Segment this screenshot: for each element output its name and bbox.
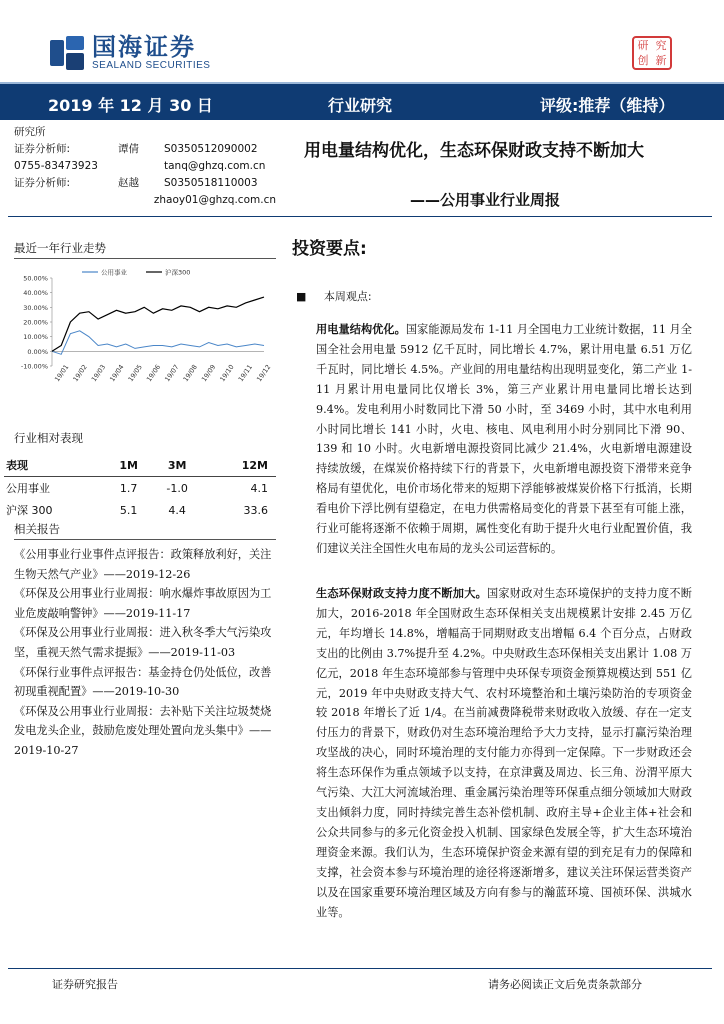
x-tick-label: 19/12 xyxy=(255,363,272,384)
paragraph-body: 国家财政对生态环境保护的支持力度不断加大，2016-2018 年全国财政生态环保相关支出规模累计安排 2.45 万亿元，年均增长 14.8%，增幅高于同期财政支出增幅 6.4 个百分点，占财政支出的比例由 3.7%提升至 4.2%。中央财政生态环保相关支出累计 1.08 万亿元，2018 年生态环境部参与管理中央环保专项资金预算规模达到 551 亿元，2019 年中央财政支持大气、农村环境整治和土壤污染防治的专项资金较 2018 年增长了近 1/4。在当前减费降税带来财政收入放缓、存在一定支付压力的背景下，财政仍对生态环境治理给予大力支持，显示打赢污染治理攻坚战的决心，同时环境治理的支付能力亦得到一定保障。下一步财政还会将生态环保作为重点领域予以支持，在京津冀及周边、长三角、汾渭平原大气污染、大江大河流域治理、重金属污染治理等环保重点细分领域加大财政支出倾斜力度，同时持续完善生态补偿机制、政府主导+企业主体+社会和公众共同参与的多元化资金投入机制、国家绿色发展全等，扩大生态环境治理资金来源。我们认为，生态环境保护资金来源有望的到充足有力的保障和支撑，社会资本参与环境治理的途径将逐渐增多，建议关注环保运营类资产以及在国家重要环境治理区域及方向有参与的瀚蓝环境、国祯环保、洪城水业等。 xyxy=(316,587,692,919)
perf-header-row xyxy=(4,454,276,477)
trend-chart xyxy=(14,266,272,392)
list-item[interactable]: 《环保及公用事业行业周报：响水爆炸事故原因为工业危废敲响警钟》——2019-11-17 xyxy=(14,587,272,620)
trend-chart-svg xyxy=(14,266,272,392)
perf-col-header: 12M xyxy=(203,454,276,477)
perf-table xyxy=(4,454,276,521)
y-tick-label: 40.00% xyxy=(23,289,48,298)
perf-cell: 33.6 xyxy=(243,503,268,517)
analyst-row: 证券分析师: 谭倩 S0350512090002 xyxy=(14,143,258,155)
report-category: 行业研究 xyxy=(328,96,393,115)
x-tick-label: 19/10 xyxy=(218,363,236,384)
x-tick-label: 19/06 xyxy=(144,363,163,384)
brand-name-en: SEALAND SECURITIES xyxy=(92,60,211,71)
table-row xyxy=(4,499,276,521)
x-tick-label: 19/05 xyxy=(126,363,144,384)
research-seal-icon: 研 究 创 新 xyxy=(632,36,672,70)
viewpoint-bullet: ■ 本周观点: xyxy=(296,290,372,303)
y-tick-label: 10.00% xyxy=(23,333,48,342)
analyst-info xyxy=(14,124,276,209)
footer-right: 请务必阅读正文后免责条款部分 xyxy=(488,978,642,991)
heading-rule xyxy=(14,539,276,540)
x-tick-label: 19/08 xyxy=(181,363,199,384)
related-reports-list xyxy=(14,545,276,761)
document-title: 用电量结构优化，生态环保财政支持不断加大 xyxy=(304,141,644,161)
report-date: 2019 年 12 月 30 日 xyxy=(48,96,213,115)
list-item[interactable]: 《环保行业事件点评报告：基金持仓仍处低位，改善初现重视配置》——2019-10-30 xyxy=(14,665,272,699)
x-tick-label: 19/01 xyxy=(53,363,71,384)
perf-col-header: 3M xyxy=(151,454,202,477)
x-tick-label: 19/03 xyxy=(89,363,108,384)
heading-rule xyxy=(14,258,276,259)
y-tick-label: -10.00% xyxy=(20,362,48,371)
paragraph-body: 国家能源局发布 1-11 月全国电力工业统计数据，11 月全国全社会用电量 5912 亿千瓦时，同比增长 4.7%，累计用电量 6.51 万亿千瓦时，同比增长 4.5%。产业间的用电量结构出现明显变化，第二产业 1-11 月累计用电量同比仅增长 3%，第三产业累计用电量同比增长达到 9.4%。发电利用小时数同比下滑 50 小时，至 3469 小时，其中水电利用小时同比增长 141 小时，火电、核电、风电利用小时分别同比下滑 90、139 和 10 小时。火电新增电源投资同比减少 21.4%，火电新增电源建设持续放缓，在煤炭价格持续下行的背景下，火电新增电源投资下滑带来竞争格局有望优化，电价市场化带来的短期下浮能够被煤炭价格下行抵消，长期看电价下浮比例有望稳定，在电力供需格局变化的背景下甚至有可能上涨，行业可能将逐渐不依赖于周期，属性变化有助于提升火电行业配置价值，我们建议关注全国性火电布局的龙头公司运营标的。 xyxy=(316,323,692,555)
y-tick-label: 50.00% xyxy=(23,274,48,283)
y-tick-label: 30.00% xyxy=(23,303,48,312)
invest-heading: 投资要点: xyxy=(292,239,367,259)
logo-mark-icon xyxy=(50,36,84,70)
x-tick-label: 19/07 xyxy=(163,363,181,384)
perf-heading: 行业相对表现 xyxy=(14,431,83,445)
paragraph-eco xyxy=(316,584,692,922)
y-tick-label: 20.00% xyxy=(23,318,48,327)
series-line xyxy=(52,331,264,355)
footer-left: 证券研究报告 xyxy=(52,978,118,991)
x-tick-label: 19/09 xyxy=(199,363,218,384)
perf-cell: 1.7 xyxy=(119,481,138,495)
perf-cell: 公用事业 xyxy=(6,482,50,495)
legend-label: 公用事业 xyxy=(101,268,127,277)
series-line xyxy=(52,297,264,351)
perf-cell: 沪深 300 xyxy=(6,504,53,517)
document-subtitle: ——公用事业行业周报 xyxy=(410,191,561,209)
analyst-row: 0755-83473923 tanq@ghzq.com.cn xyxy=(14,160,266,172)
trend-heading: 最近一年行业走势 xyxy=(14,241,106,255)
perf-cell: 5.1 xyxy=(119,503,138,517)
x-tick-label: 19/02 xyxy=(71,363,89,384)
list-item[interactable]: 《环保及公用事业行业周报：进入秋冬季大气污染攻坚，重视天然气需求提振》——2019-11-03 xyxy=(14,626,272,659)
list-item[interactable]: 《公用事业行业事件点评报告：政策释放利好，关注生物天然气产业》——2019-12-26 xyxy=(14,548,272,581)
x-tick-label: 19/11 xyxy=(236,363,255,384)
paragraph-lead: 生态环保财政支持力度不断加大。 xyxy=(316,587,487,600)
perf-cell: 4.1 xyxy=(250,481,268,495)
analyst-row: 证券分析师: 赵越 S0350518110003 xyxy=(14,177,258,189)
paragraph-power xyxy=(316,320,692,559)
x-tick-label: 19/04 xyxy=(108,363,126,384)
header-bar xyxy=(0,82,724,120)
footer-rule xyxy=(8,968,712,969)
section-divider xyxy=(8,216,712,217)
perf-cell: 4.4 xyxy=(168,503,186,517)
paragraph-lead: 用电量结构优化。 xyxy=(316,323,406,336)
list-item[interactable]: 《环保及公用事业行业周报：去补贴下关注垃圾焚烧发电龙头企业，鼓励危废处理处置向龙头集中》——2019-10-27 xyxy=(14,704,272,757)
y-tick-label: 0.00% xyxy=(27,347,48,356)
analyst-row: zhaoy01@ghzq.com.cn xyxy=(153,194,276,206)
report-rating: 评级:推荐（维持） xyxy=(540,96,675,115)
reports-heading: 相关报告 xyxy=(14,522,60,536)
table-row xyxy=(4,477,276,500)
perf-col-header: 表现 xyxy=(4,454,106,477)
perf-col-header: 1M xyxy=(106,454,152,477)
legend-label: 沪深300 xyxy=(165,268,191,277)
institute-label: 研究所 xyxy=(14,126,46,138)
perf-cell: -1.0 xyxy=(166,481,188,495)
company-logo xyxy=(50,34,210,71)
brand-name-cn: 国海证券 xyxy=(92,33,196,61)
